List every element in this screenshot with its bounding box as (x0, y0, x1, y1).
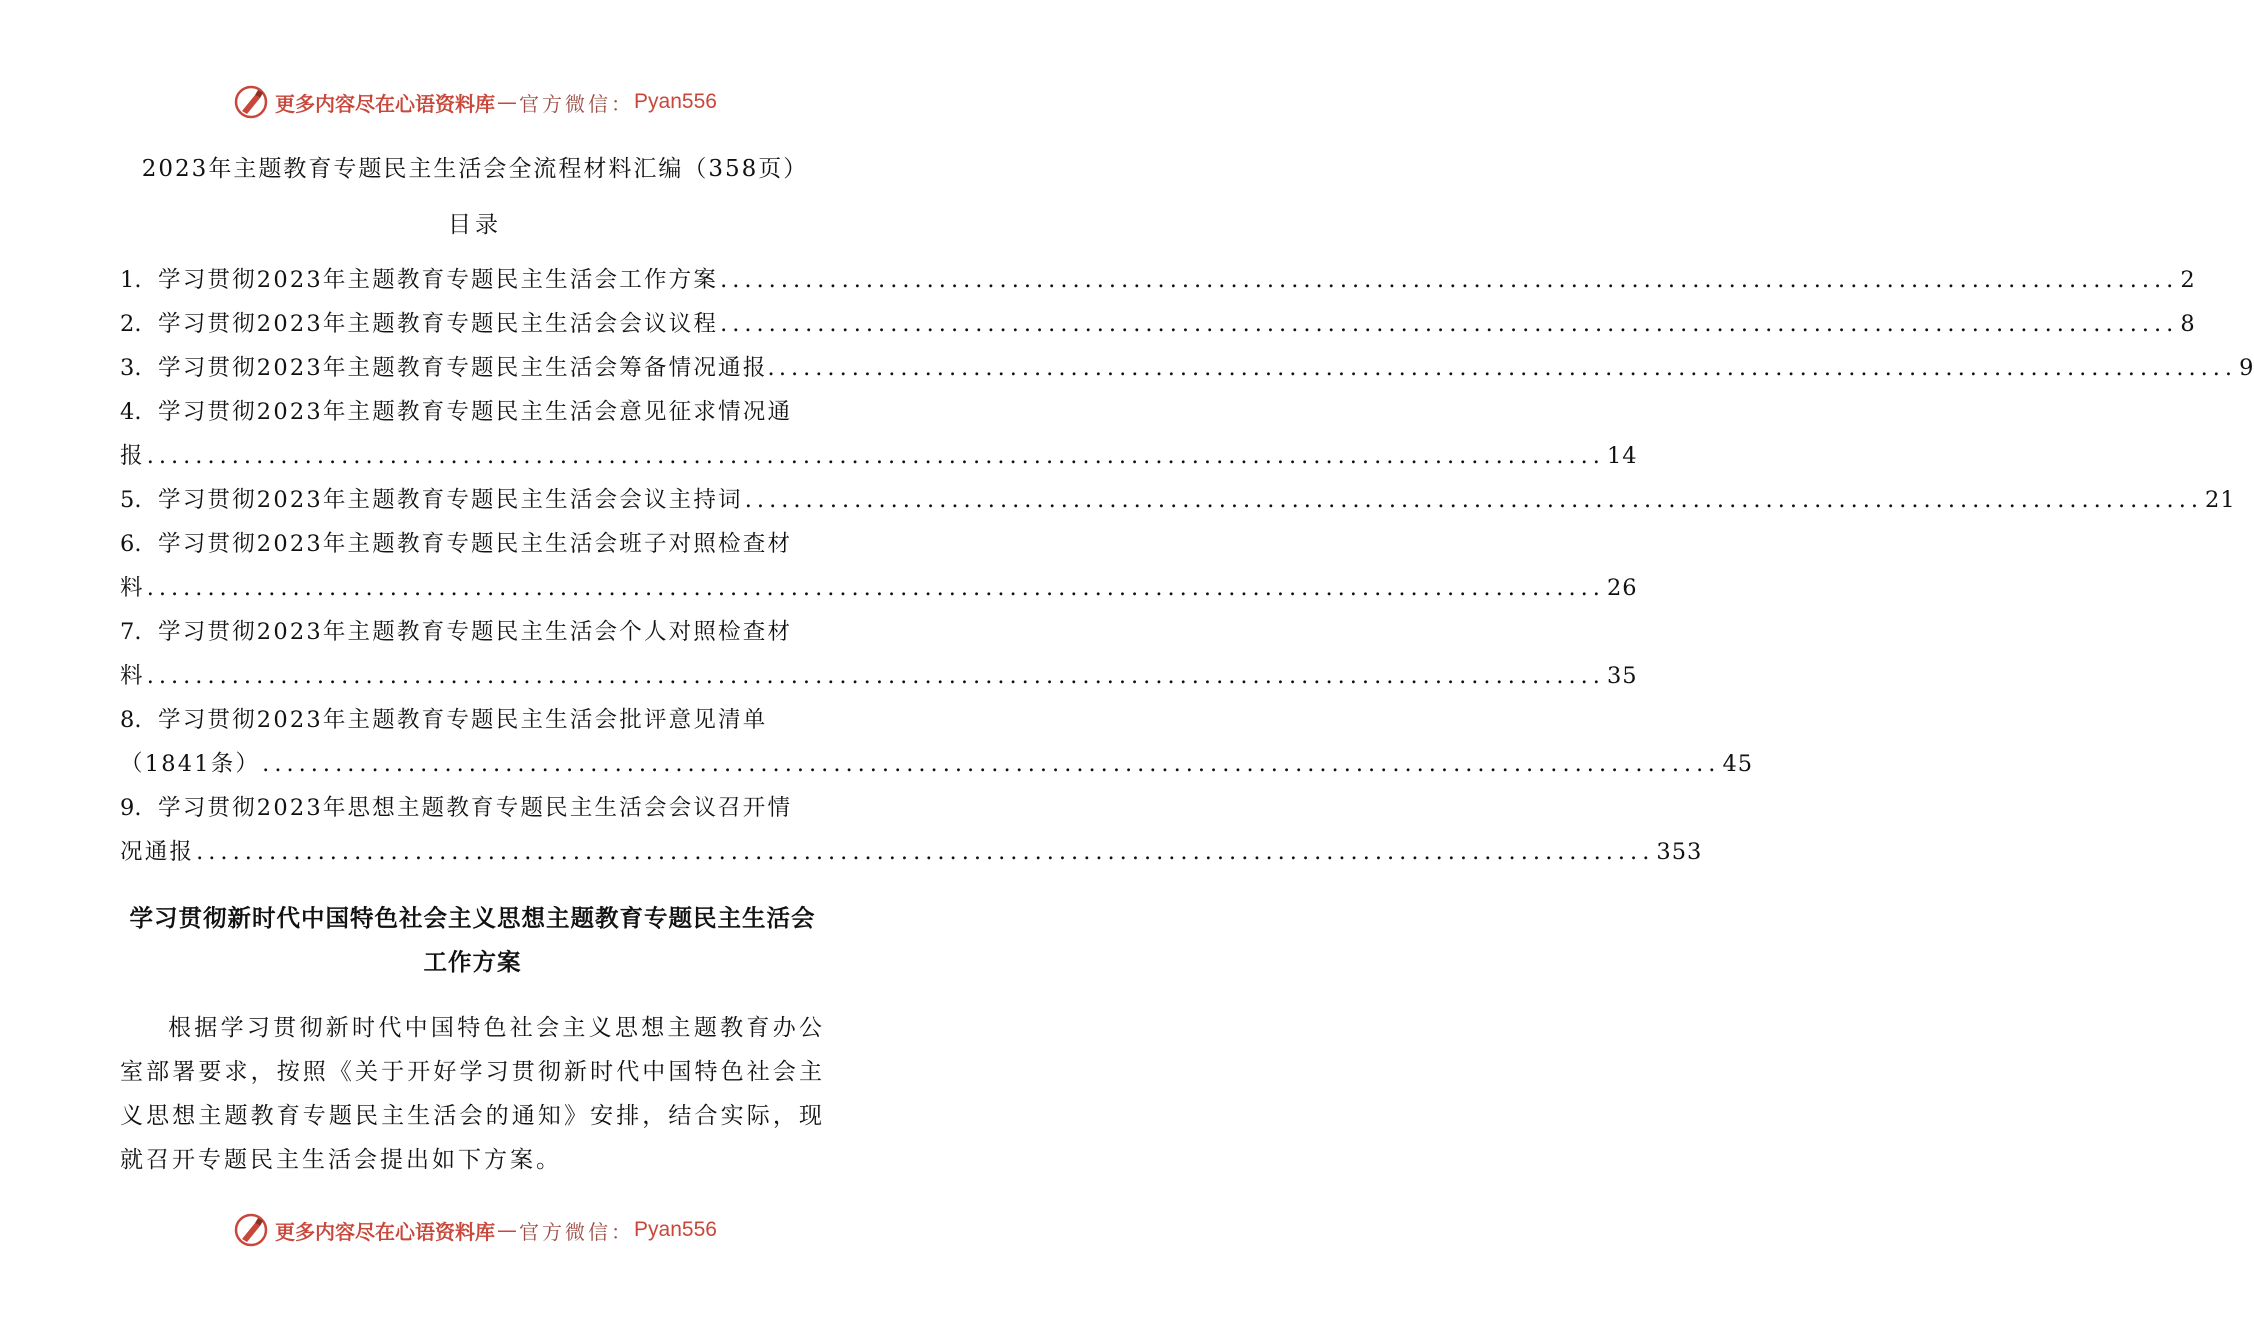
toc-line-text: 料 (120, 663, 145, 689)
toc-line-number: 5. (120, 487, 142, 513)
toc-page-number: 2 (2180, 267, 2196, 293)
toc-page-number: 8 (2180, 311, 2196, 337)
watermark-banner-bottom (0, 1210, 950, 1250)
toc-leader-dots: ........................................................................................................................ (196, 839, 1655, 865)
toc-line (120, 654, 1638, 698)
watermark-brand: 更多内容尽在心语资料库 (275, 91, 496, 116)
section-title: 学习贯彻新时代中国特色社会主义思想主题教育专题民主生活会工作方案 (129, 904, 816, 976)
toc-line (120, 742, 1754, 786)
toc-page-number: 14 (1606, 443, 1638, 469)
toc-leader-dots: ........................................................................................................................ (778, 355, 2238, 381)
toc-page-number: 21 (2205, 487, 2236, 513)
toc-line-number: 1. (120, 267, 142, 293)
toc-line (120, 786, 825, 830)
toc-line (120, 346, 2254, 390)
toc-line-number: 2. (120, 311, 142, 337)
toc-line-text: 况通报 (120, 839, 195, 865)
toc-line (120, 390, 825, 434)
toc-leader-dots: ........................................................................................................................ (146, 575, 1605, 601)
toc-line (120, 522, 825, 566)
toc-line (120, 698, 825, 742)
watermark-wechat-label: 官方微信： (519, 1219, 635, 1244)
toc-line-number: 3. (120, 355, 142, 381)
table-of-contents (120, 258, 2254, 874)
toc-page-number: 353 (1656, 839, 1703, 865)
toc-line-text: 学习贯彻2023年主题教育专题民主生活会会议议程 (158, 311, 719, 337)
toc-line-text: 料 (120, 575, 145, 601)
toc-line (120, 566, 1638, 610)
toc-line-text: 学习贯彻2023年主题教育专题民主生活会会议主持词 (158, 487, 743, 513)
pen-nib-icon (233, 84, 269, 120)
watermark-separator: — (497, 1218, 518, 1242)
toc-line-text: 学习贯彻2023年思想主题教育专题民主生活会会议召开情 (158, 795, 793, 821)
toc-line (120, 830, 1703, 874)
pen-nib-icon (233, 1212, 269, 1248)
watermark-wechat-id: Pyan556 (634, 1218, 717, 1241)
toc-line-text: 学习贯彻2023年主题教育专题民主生活会筹备情况通报. (158, 355, 777, 381)
toc-title: 目录 (448, 212, 502, 238)
toc-line (120, 258, 2196, 302)
toc-line-number: 6. (120, 531, 142, 557)
toc-line-number: 9. (120, 795, 142, 821)
toc-page-number: 9 (2239, 355, 2254, 381)
watermark-separator: — (497, 90, 518, 114)
toc-leader-dots: ........................................................................................................................ (146, 663, 1605, 689)
toc-leader-dots: ........................................................................................................................ (720, 311, 2179, 337)
toc-line-number: 8. (120, 707, 142, 733)
toc-line-text: 学习贯彻2023年主题教育专题民主生活会批评意见清单 (158, 707, 768, 733)
toc-leader-dots: ........................................................................................................................ (262, 751, 1721, 777)
toc-line-text: （1841条） (120, 751, 261, 777)
watermark-wechat-id: Pyan556 (634, 90, 717, 113)
toc-line (120, 302, 2196, 346)
toc-page-number: 26 (1606, 575, 1638, 601)
watermark-brand: 更多内容尽在心语资料库 (275, 1219, 496, 1244)
toc-leader-dots: ........................................................................................................................ (720, 267, 2179, 293)
toc-page-number: 45 (1722, 751, 1754, 777)
toc-line-number: 7. (120, 619, 142, 645)
toc-page-number: 35 (1606, 663, 1638, 689)
toc-leader-dots: ........................................................................................................................ (744, 487, 2204, 513)
toc-line-number: 4. (120, 399, 142, 425)
watermark-wechat-label: 官方微信： (519, 91, 635, 116)
toc-line-text: 报 (120, 443, 145, 469)
watermark-banner-top (0, 82, 950, 122)
toc-line-text: 学习贯彻2023年主题教育专题民主生活会班子对照检查材 (158, 531, 793, 557)
toc-line-text: 学习贯彻2023年主题教育专题民主生活会意见征求情况通 (158, 399, 793, 425)
document-title: 2023年主题教育专题民主生活会全流程材料汇编（358页） (141, 156, 809, 182)
toc-line (120, 610, 825, 654)
section-paragraph: 根据学习贯彻新时代中国特色社会主义思想主题教育办公室部署要求，按照《关于开好学习贯彻新时代中国特色社会主义思想主题教育专题民主生活会的通知》安排，结合实际，现就召开专题民主生活会提出如下方案。 (120, 1015, 825, 1173)
toc-line-text: 学习贯彻2023年主题教育专题民主生活会工作方案 (158, 267, 719, 293)
toc-leader-dots: ........................................................................................................................ (146, 443, 1605, 469)
toc-line (120, 434, 1638, 478)
toc-line (120, 478, 2236, 522)
toc-line-text: 学习贯彻2023年主题教育专题民主生活会个人对照检查材 (158, 619, 793, 645)
